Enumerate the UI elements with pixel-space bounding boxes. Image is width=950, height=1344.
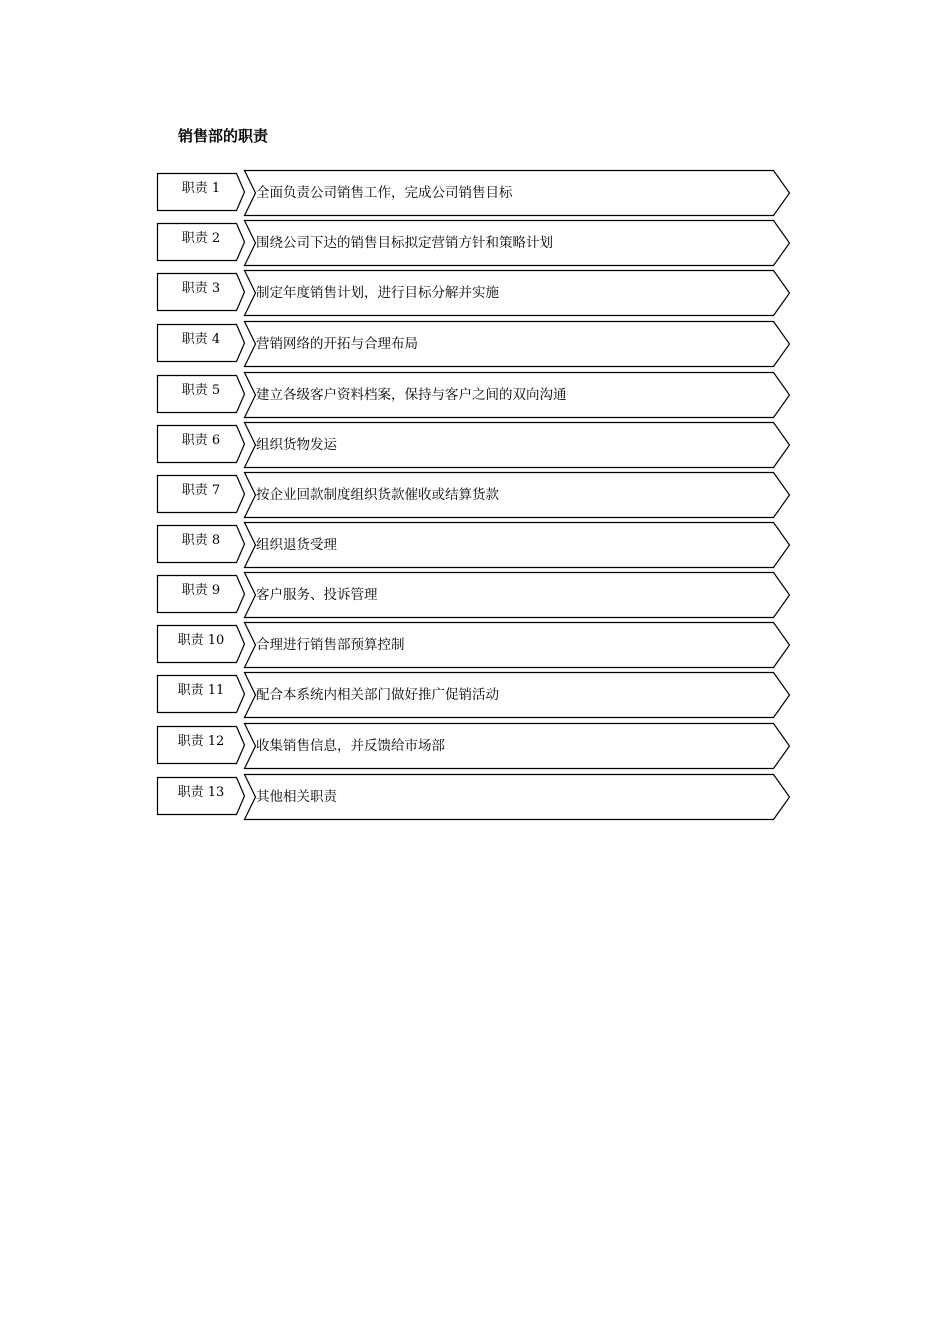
duty-label: 职责 2 [181, 231, 221, 246]
duty-text: 营销网络的开拓与合理布局 [256, 336, 418, 352]
duty-row [156, 774, 796, 822]
duty-text: 按企业回款制度组织货款催收或结算货款 [256, 487, 499, 503]
duty-text: 配合本系统内相关部门做好推广促销活动 [256, 687, 499, 703]
duty-text: 全面负责公司销售工作，完成公司销售目标 [256, 185, 513, 201]
duty-shapes [156, 321, 796, 369]
page-title: 销售部的职责 [178, 127, 269, 145]
duty-row [156, 522, 796, 570]
duty-label: 职责 8 [181, 533, 221, 548]
duty-text: 组织退货受理 [256, 537, 337, 553]
duty-shapes [156, 422, 796, 470]
duty-row [156, 321, 796, 369]
duty-row [156, 472, 796, 520]
duty-text: 合理进行销售部预算控制 [256, 637, 405, 653]
duty-shapes [156, 774, 796, 822]
duty-row [156, 220, 796, 268]
duty-label: 职责 10 [177, 633, 225, 648]
duty-shapes [156, 622, 796, 670]
duty-text: 围绕公司下达的销售目标拟定营销方针和策略计划 [256, 235, 553, 251]
duty-shapes [156, 723, 796, 771]
duty-text: 收集销售信息，并反馈给市场部 [256, 738, 445, 754]
duty-row [156, 572, 796, 620]
duty-row [156, 723, 796, 771]
duty-label: 职责 3 [181, 281, 221, 296]
duty-shapes [156, 572, 796, 620]
duty-row [156, 170, 796, 218]
duty-row [156, 422, 796, 470]
duty-label: 职责 7 [181, 483, 221, 498]
duty-label: 职责 4 [181, 332, 221, 347]
duty-shapes [156, 522, 796, 570]
duty-label: 职责 12 [177, 734, 225, 749]
duty-text: 客户服务、投诉管理 [256, 587, 378, 603]
duty-text: 建立各级客户资料档案，保持与客户之间的双向沟通 [256, 387, 567, 403]
duty-label: 职责 11 [177, 683, 225, 698]
duty-text: 制定年度销售计划，进行目标分解并实施 [256, 285, 499, 301]
duty-label: 职责 6 [181, 433, 221, 448]
duty-text: 其他相关职责 [256, 789, 337, 805]
duty-text: 组织货物发运 [256, 437, 337, 453]
duty-label: 职责 13 [177, 785, 225, 800]
duty-row [156, 672, 796, 720]
duty-row [156, 622, 796, 670]
duty-row [156, 270, 796, 318]
duty-label: 职责 1 [181, 181, 221, 196]
duty-label: 职责 9 [181, 583, 221, 598]
duty-row [156, 372, 796, 420]
duty-label: 职责 5 [181, 383, 221, 398]
